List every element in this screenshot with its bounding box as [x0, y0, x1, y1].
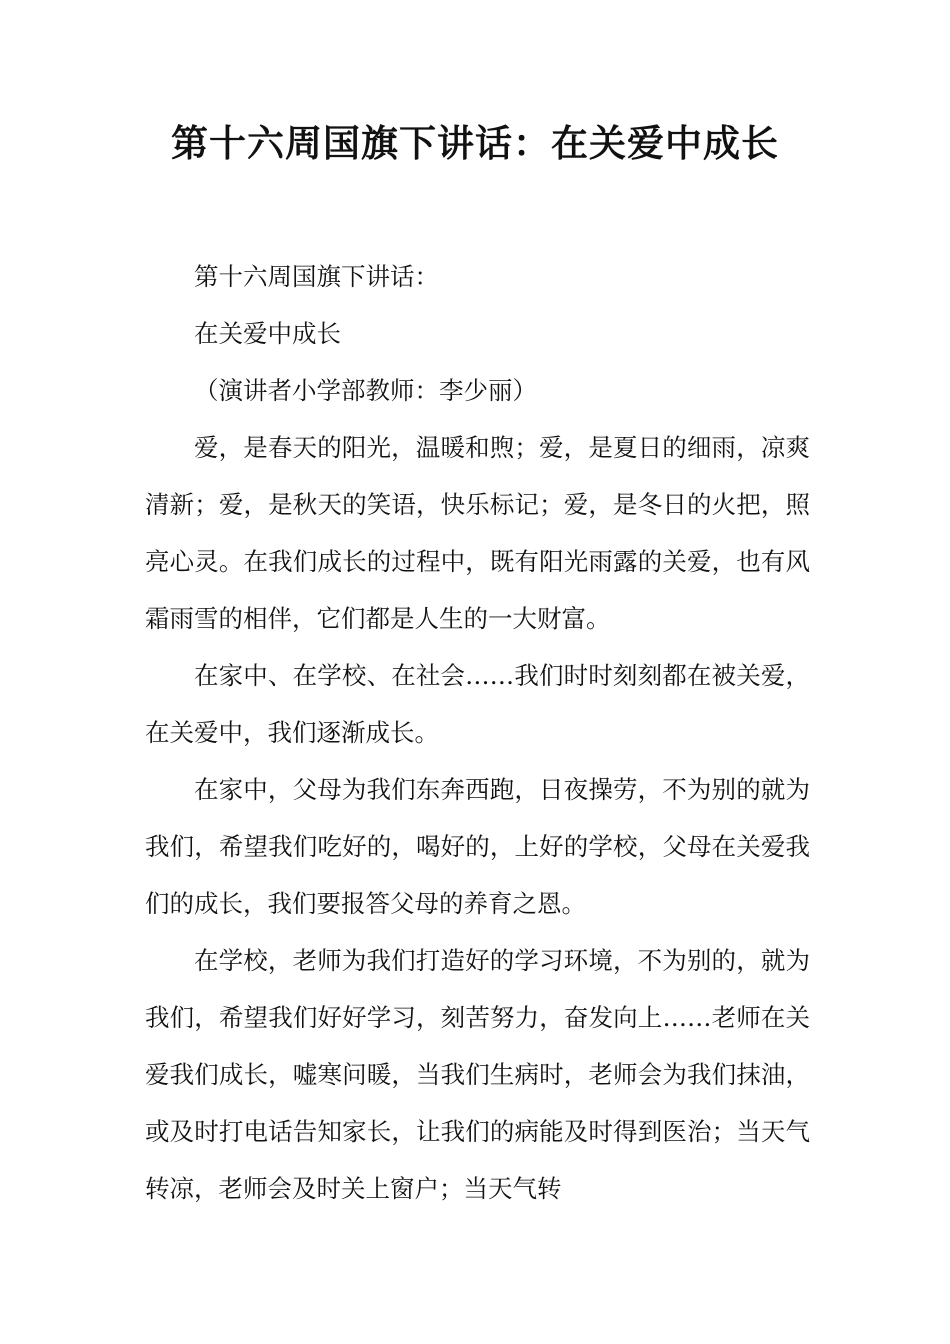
body-paragraph: 在学校，老师为我们打造好的学习环境，不为别的，就为我们，希望我们好好学习，刻苦努力，奋发向上……老师在关爱我们成长，嘘寒问暖，当我们生病时，老师会为我们抹油，或及时打电话告知家长，让我们的病能及时得到医治；当天气转凉，老师会及时关上窗户；当天气转	[145, 946, 810, 1203]
document-body	[145, 248, 810, 1217]
speech-subtitle-line: 在关爱中成长	[194, 319, 341, 348]
speaker-line: （演讲者小学部教师：李少丽）	[194, 376, 537, 405]
document-title: 第十六周国旗下讲话：在关爱中成长	[171, 122, 779, 165]
body-paragraph: 在家中、在学校、在社会……我们时时刻刻都在被关爱，在关爱中，我们逐渐成长。	[145, 661, 810, 747]
body-paragraph: 在家中，父母为我们东奔西跑，日夜操劳，不为别的就为我们，希望我们吃好的，喝好的，上好的学校，父母在关爱我们的成长，我们要报答父母的养育之恩。	[145, 775, 810, 918]
body-paragraph: 爱，是春天的阳光，温暖和煦；爱，是夏日的细雨，凉爽清新；爱，是秋天的笑语，快乐标记；爱，是冬日的火把，照亮心灵。在我们成长的过程中，既有阳光雨露的关爱，也有风霜雨雪的相伴，它们都是人生的一大财富。	[145, 433, 810, 633]
speech-heading-line: 第十六周国旗下讲话：	[194, 262, 439, 291]
